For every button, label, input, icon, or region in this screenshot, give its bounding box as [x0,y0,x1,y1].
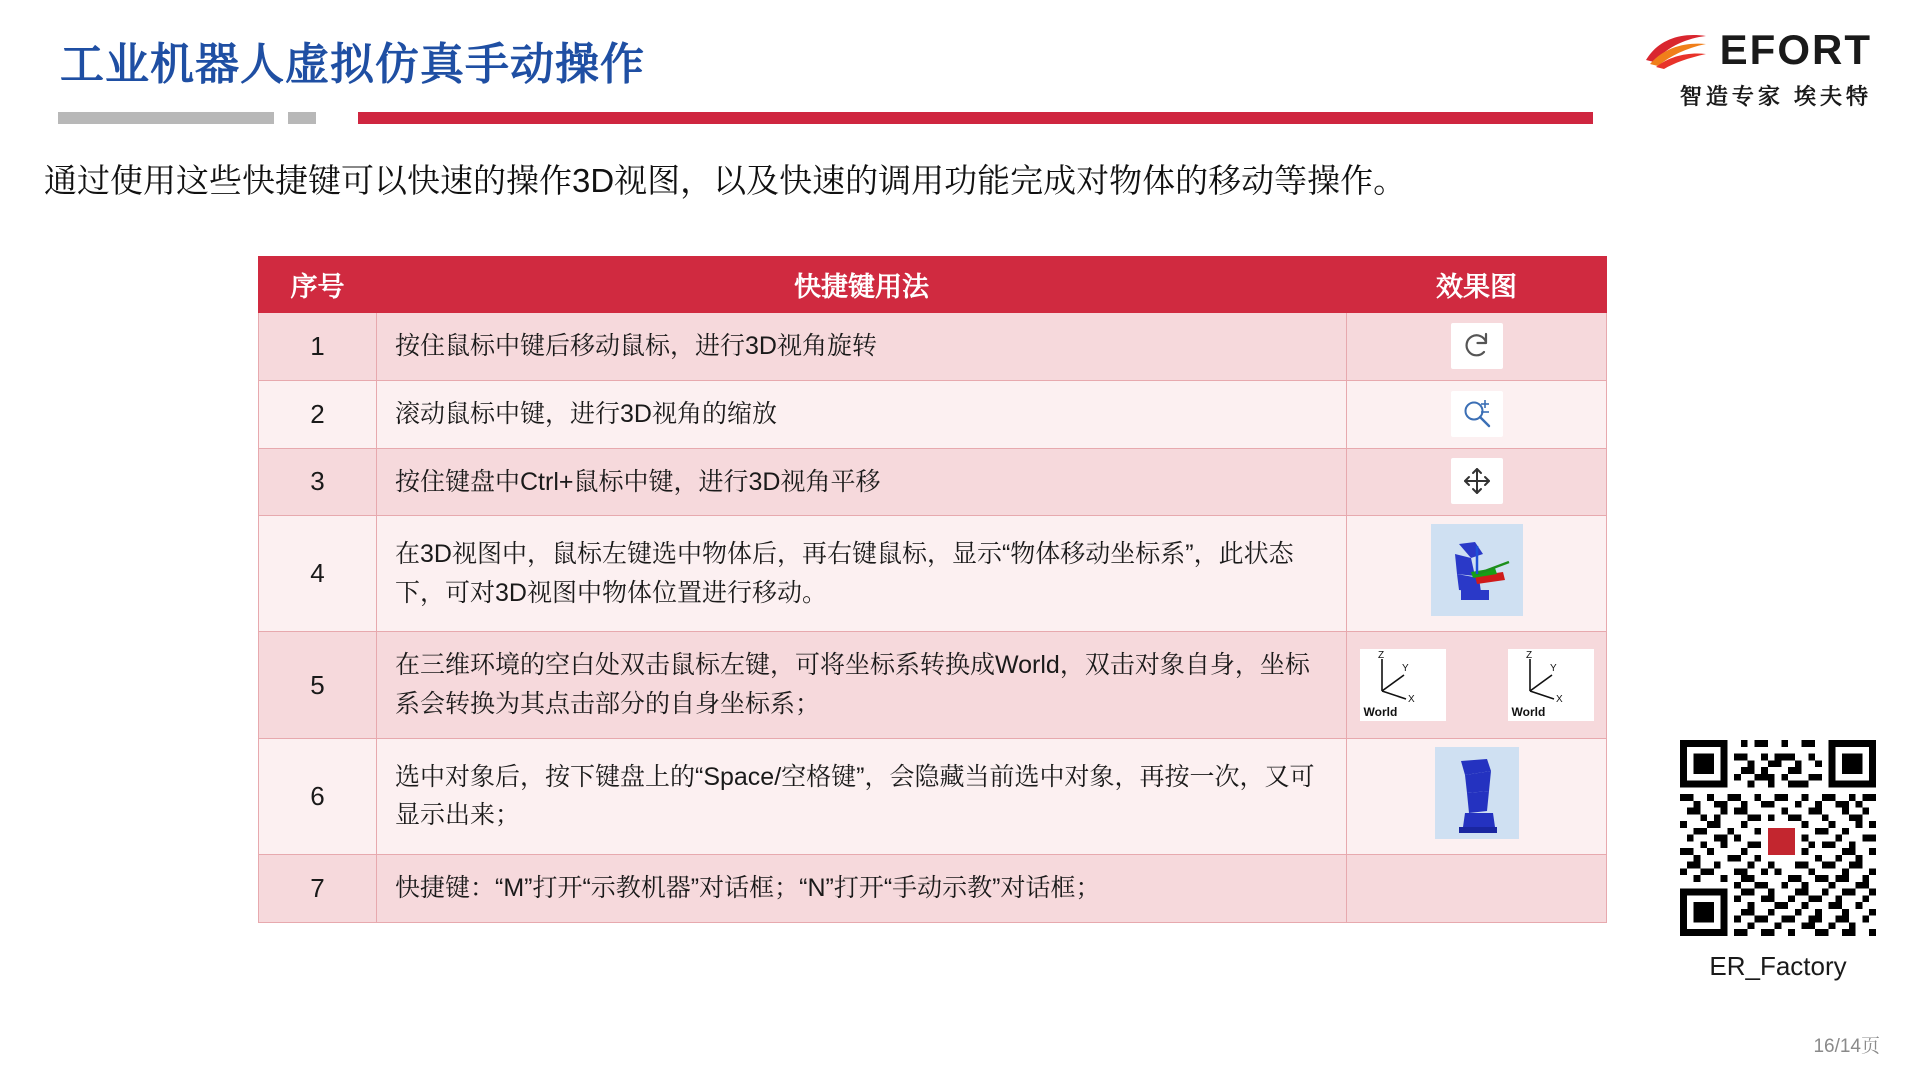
row-figure [1347,854,1607,922]
qr-caption: ER_Factory [1709,951,1847,981]
page-title: 工业机器人虚拟仿真手动操作 [60,40,645,89]
logo-wordmark: EFORT [1719,26,1872,73]
table-row [259,448,1607,516]
svg-text:X: X [1407,694,1415,705]
row-index: 2 [259,380,377,448]
axes-label: World [1363,705,1398,719]
table-row [259,854,1607,922]
svg-text:X: X [1555,694,1563,705]
pan-icon [1451,458,1503,504]
svg-text:Y: Y [1549,663,1557,674]
row-index: 3 [259,448,377,516]
robot-move-thumb [1431,524,1523,616]
table-row [259,516,1607,632]
row-index: 6 [259,738,377,854]
column-header-index: 序号 [259,257,377,313]
page-number: 16/14页 [1813,1036,1880,1057]
column-header-figure: 效果图 [1347,257,1607,313]
table-row [259,380,1607,448]
row-index: 5 [259,632,377,739]
brand-logo [1572,26,1872,111]
row-index: 4 [259,516,377,632]
table-header-row [259,257,1607,313]
table-row [259,738,1607,854]
table-row [259,313,1607,381]
row-description: 滚动鼠标中键，进行3D视角的缩放 [377,380,1347,448]
row-figure [1347,448,1607,516]
rule-segment-gray-long [58,112,274,124]
svg-text:Z: Z [1525,650,1532,661]
row-description: 按住键盘中Ctrl+鼠标中键，进行3D视角平移 [377,448,1347,516]
efort-swoosh-icon [1644,30,1710,70]
row-description: 按住鼠标中键后移动鼠标，进行3D视角旋转 [377,313,1347,381]
qr-block [1678,740,1878,982]
row-description: 快捷键：“M”打开“示教机器”对话框；“N”打开“手动示教”对话框； [377,854,1347,922]
row-description: 选中对象后，按下键盘上的“Space/空格键”，会隐藏当前选中对象，再按一次，又可显示出来； [377,738,1347,854]
column-header-usage: 快捷键用法 [377,257,1347,313]
axes-card-right [1508,649,1594,721]
row-index: 7 [259,854,377,922]
rule-segment-red [358,112,1593,124]
robot-hide-thumb [1435,747,1519,839]
axes-label: World [1511,705,1546,719]
row-description: 在3D视图中，鼠标左键选中物体后，再右键鼠标，显示“物体移动坐标系”，此状态下，可对3D视图中物体位置进行移动。 [377,516,1347,632]
header-rule [58,112,1548,124]
row-figure [1347,738,1607,854]
zoom-icon [1451,391,1503,437]
qr-code-image [1680,740,1876,936]
rule-segment-gray-short [288,112,316,124]
table-row [259,632,1607,739]
intro-text: 通过使用这些快捷键可以快速的操作3D视图，以及快速的调用功能完成对物体的移动等操作。 [44,162,1407,199]
row-description: 在三维环境的空白处双击鼠标左键，可将坐标系转换成World，双击对象自身，坐标系会转换为其点击部分的自身坐标系； [377,632,1347,739]
shortcut-table [258,256,1606,923]
world-axes-pair [1355,649,1598,721]
rotate-icon [1451,323,1503,369]
row-figure [1347,313,1607,381]
svg-text:Y: Y [1401,663,1409,674]
row-index: 1 [259,313,377,381]
svg-text:Z: Z [1377,650,1384,661]
row-figure [1347,516,1607,632]
row-figure [1347,632,1607,739]
axes-card-left [1360,649,1446,721]
row-figure [1347,380,1607,448]
logo-tagline: 智造专家 埃夫特 [1679,84,1872,109]
